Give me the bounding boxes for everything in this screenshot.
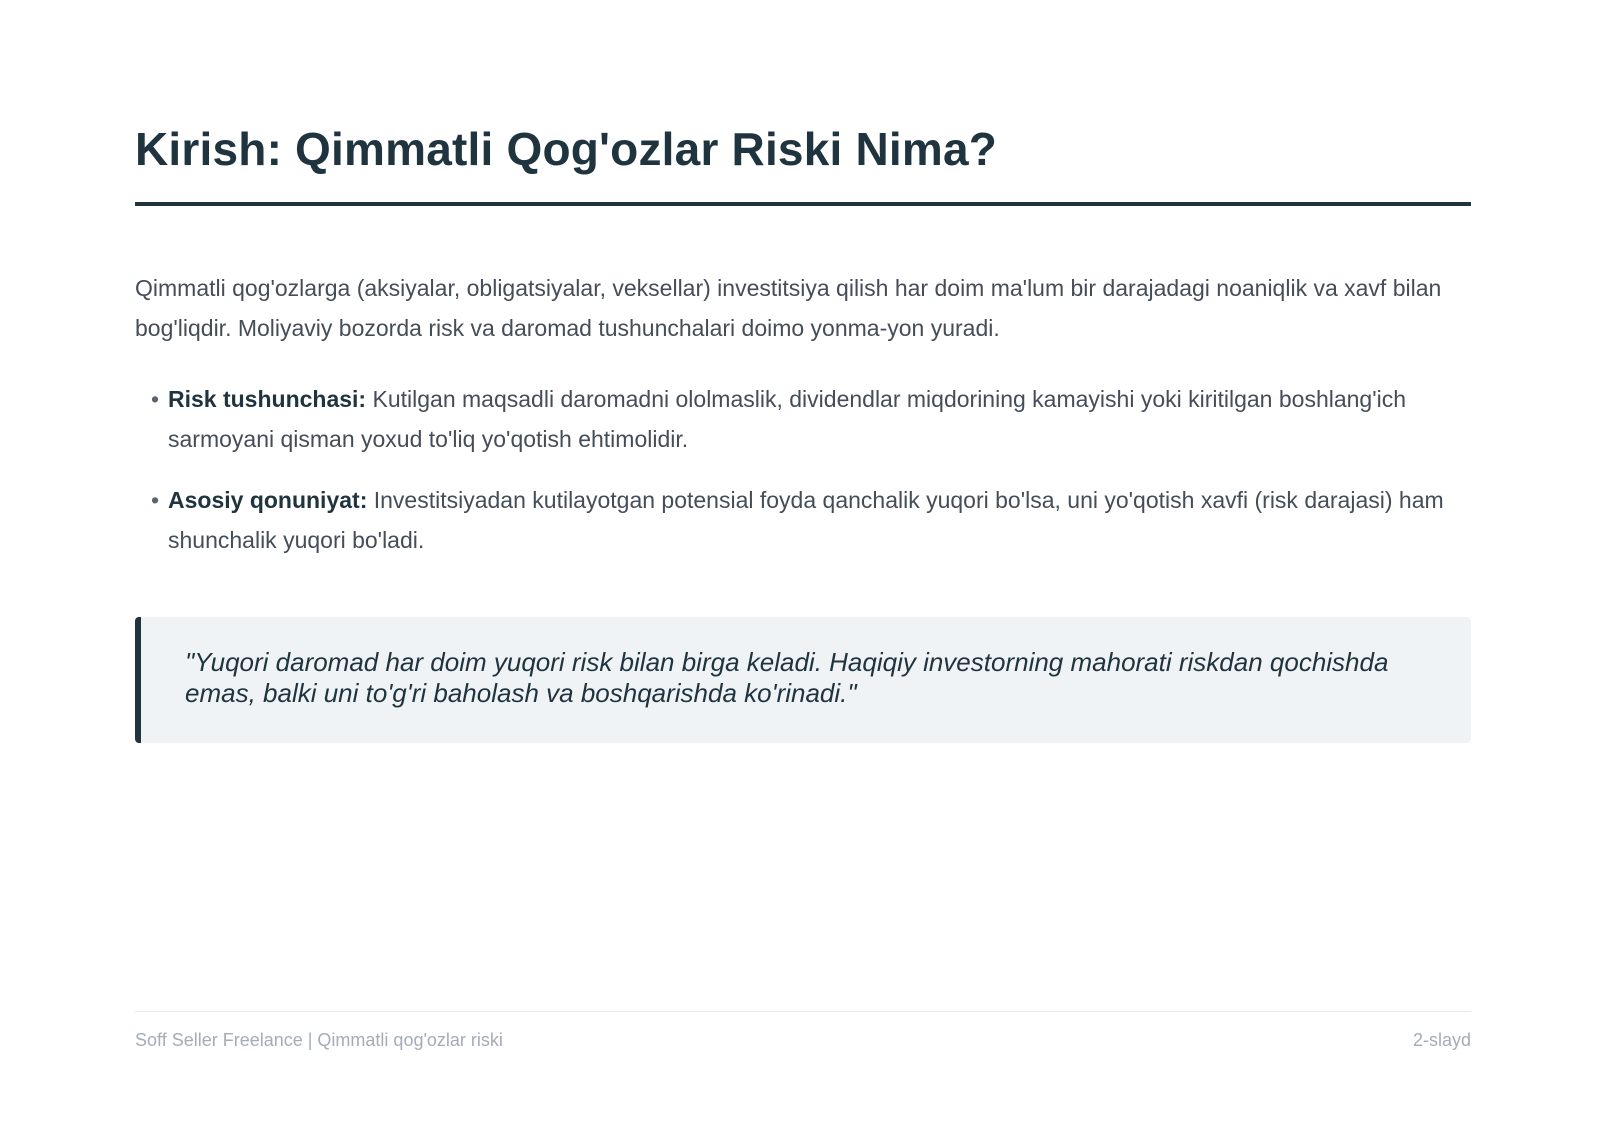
bullet-text: Investitsiyadan kutilayotgan potensial foyda qanchalik yuqori bo'lsa, uni yo'qotish xavfi (risk darajasi) ham shunchalik yuqori bo'ladi.	[168, 487, 1444, 553]
bullet-list	[135, 379, 1471, 581]
title-divider	[135, 202, 1471, 206]
bullet-term: Risk tushunchasi:	[168, 386, 367, 412]
bullet-text: Kutilgan maqsadli daromadni ololmaslik, dividendlar miqdorining kamayishi yoki kiritilgan boshlang'ich sarmoyani qisman yoxud to'liq yo'qotish ehtimolidir.	[168, 386, 1407, 452]
intro-paragraph: Qimmatli qog'ozlarga (aksiyalar, obligatsiyalar, veksellar) investitsiya qilish har doim ma'lum bir darajadagi noaniqlik va xavf bilan bog'liqdir. Moliyaviy bozorda risk va daromad tushunchalari doimo yonma-yon yuradi.	[135, 275, 1442, 341]
quote-text: "Yuqori daromad har doim yuqori risk bilan birga keladi. Haqiqiy investorning mahorati riskdan qochishda emas, balki uni to'g'ri baholash va boshqarishda ko'rinadi."	[185, 647, 1389, 708]
footer-divider	[135, 1011, 1471, 1012]
bullet-item-risk-concept	[135, 379, 1471, 459]
footer-caption: Soff Seller Freelance | Qimmatli qog'ozlar riski	[135, 1030, 503, 1050]
quote-block	[135, 617, 1471, 743]
bullet-dot-icon: •	[151, 386, 160, 412]
bullet-dot-icon: •	[151, 487, 160, 513]
bullet-term: Asosiy qonuniyat:	[168, 487, 368, 513]
bullet-item-main-rule	[135, 480, 1471, 560]
slide-number: 2-slayd	[1412, 1030, 1471, 1050]
slide-title: Kirish: Qimmatli Qog'ozlar Riski Nima?	[135, 123, 998, 175]
